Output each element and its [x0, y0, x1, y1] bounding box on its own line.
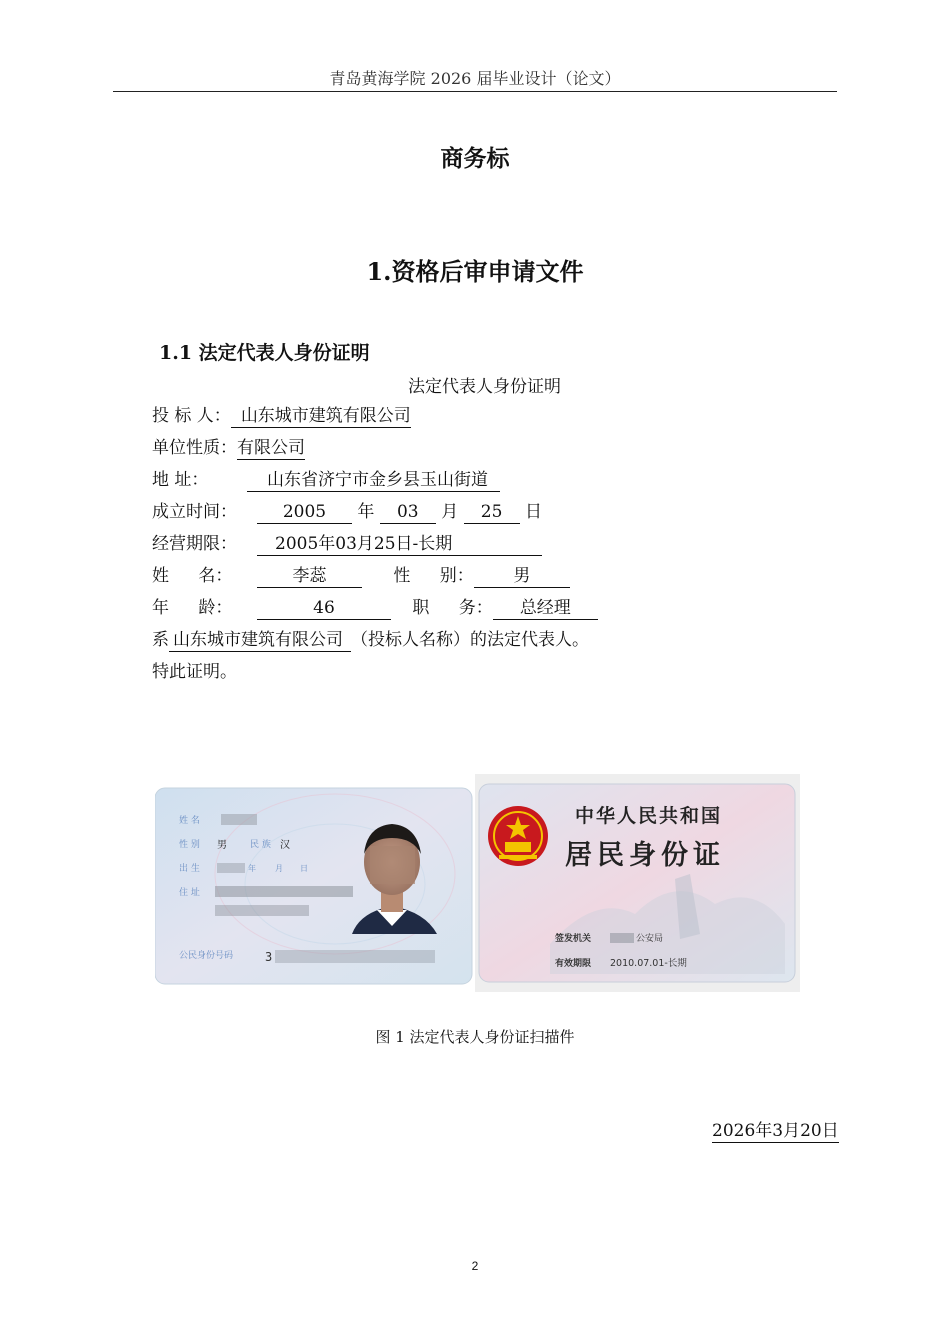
bidder-label: 投 标 人：: [152, 406, 231, 426]
established-month: 03: [380, 501, 436, 524]
statement-company: 山东城市建筑有限公司: [169, 629, 351, 652]
id-card-back: [475, 774, 800, 992]
main-title: 商务标: [440, 145, 510, 172]
front-address-label: 住 址: [179, 888, 200, 898]
page-header: 青岛黄海学院 2026 届毕业设计（论文）: [329, 69, 621, 88]
back-authority-label: 签发机关: [555, 934, 592, 944]
front-ethnicity-label: 民 族: [250, 840, 271, 850]
birth-year-redaction: [217, 863, 245, 873]
name-label: 姓 名：: [152, 566, 233, 586]
closing-line: 特此证明。: [152, 662, 237, 682]
unit-type-line: [152, 435, 305, 461]
term-value: 2005年03月25日-长期: [257, 533, 542, 556]
term-label: 经营期限：: [152, 534, 237, 554]
gender-value: 男: [474, 565, 570, 588]
id-card-scan: [155, 774, 800, 992]
position-label: 职 务：: [412, 598, 493, 618]
address-value: 山东省济宁市金乡县玉山街道: [247, 469, 500, 492]
id-card-front: [155, 788, 472, 984]
established-year-unit: 年: [357, 502, 375, 522]
established-label: 成立时间：: [152, 502, 237, 522]
bidder-line: [152, 403, 411, 429]
position-value: 总经理: [493, 597, 598, 620]
established-month-unit: 月: [441, 502, 459, 522]
back-country: 中华人民共和国: [575, 805, 723, 827]
back-authority-value: 公安局: [636, 934, 664, 944]
section-title: 1.资格后审申请文件: [366, 257, 584, 286]
subsection-title: 1.1 法定代表人身份证明: [159, 342, 370, 364]
name-value: 李蕊: [257, 565, 362, 588]
address-label: 地 址：: [152, 470, 209, 490]
page-number: 2: [471, 1259, 479, 1273]
signature-date: 2026年3月20日: [712, 1121, 839, 1141]
front-ethnicity-value: 汉: [280, 840, 290, 851]
front-birth-year-unit: 年: [248, 864, 256, 873]
front-birth-month-unit: 月: [275, 864, 283, 873]
front-gender-value: 男: [217, 840, 227, 851]
unit-type-label: 单位性质：: [152, 438, 237, 458]
established-year: 2005: [257, 501, 352, 524]
age-value: 46: [257, 597, 391, 620]
statement-prefix: 系: [152, 630, 169, 650]
established-day: 25: [464, 501, 520, 524]
front-id-label: 公民身份号码: [179, 951, 234, 961]
face-blur: [370, 846, 415, 884]
id-number-redaction: [275, 950, 435, 963]
back-validity-label: 有效期限: [555, 959, 592, 969]
front-name-label: 姓 名: [179, 816, 200, 826]
figure-caption: 图 1 法定代表人身份证扫描件: [375, 1028, 575, 1046]
form-title: 法定代表人身份证明: [408, 377, 561, 397]
age-label: 年 龄：: [152, 598, 233, 618]
statement-line: [152, 627, 589, 653]
back-validity-value: 2010.07.01-长期: [610, 958, 687, 969]
front-birth-label: 出 生: [179, 864, 200, 874]
age-position-line: [152, 595, 598, 621]
back-card-title: 居民身份证: [565, 840, 725, 871]
address-redaction-2: [215, 905, 309, 916]
term-line: [152, 531, 542, 557]
name-gender-line: [152, 563, 570, 589]
established-day-unit: 日: [525, 502, 543, 522]
address-redaction-1: [215, 886, 353, 897]
name-redaction: [221, 814, 257, 825]
front-id-visible: 3: [265, 950, 273, 964]
gender-label: 性 别：: [393, 566, 474, 586]
authority-redaction: [610, 933, 634, 943]
established-line: [152, 499, 542, 525]
address-line: [152, 467, 500, 493]
bidder-value: 山东城市建筑有限公司: [231, 405, 411, 428]
national-emblem-icon: [488, 806, 548, 866]
front-gender-label: 性 别: [179, 840, 200, 850]
header-rule: [113, 91, 837, 92]
statement-suffix: （投标人名称）的法定代表人。: [351, 630, 589, 650]
front-birth-day-unit: 日: [300, 864, 308, 873]
unit-type-value: 有限公司: [237, 438, 305, 458]
